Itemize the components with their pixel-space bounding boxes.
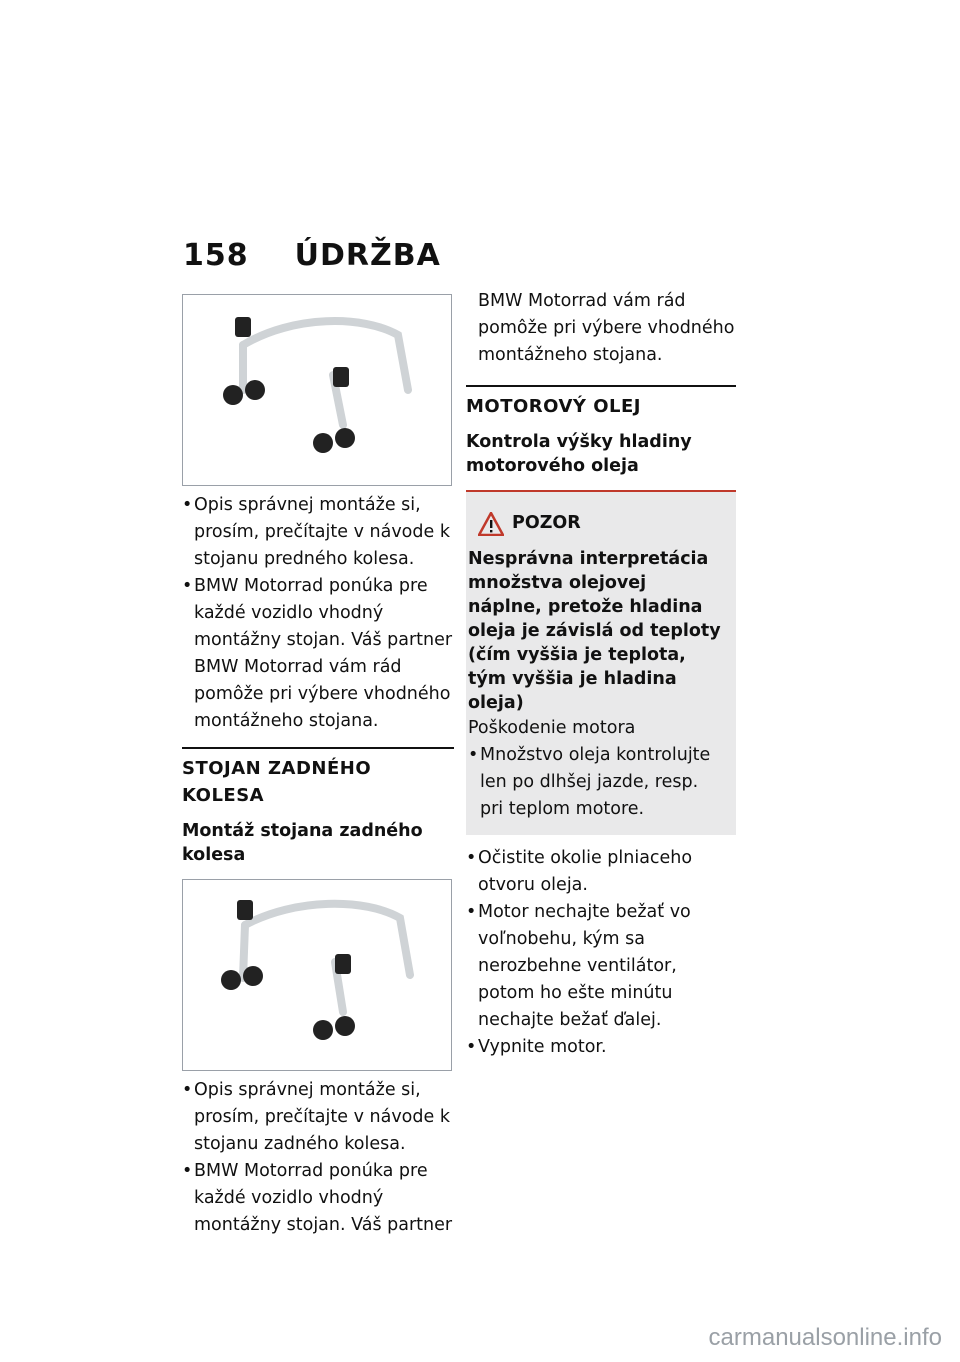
warning-title: Nesprávna interpretácia množstva olejovej náplne, pretože hladina oleja je závislá od teploty (čím vyššia je teplota, tým vyššia je hladina oleja) <box>468 549 721 713</box>
section-title: MOTOROVÝ OLEJ <box>466 396 641 417</box>
list-item: • Vypnite motor. <box>466 1034 736 1061</box>
stand-illustration <box>183 295 451 485</box>
front-stand-bullets <box>182 492 454 735</box>
subsection-title: Kontrola výšky hladiny motorového oleja <box>466 432 692 476</box>
warning-label: POZOR <box>512 513 581 533</box>
section-rear-stand <box>182 747 454 867</box>
rear-stand-bullets <box>182 1077 454 1239</box>
section-title: STOJAN ZADNÉHO KOLESA <box>182 758 372 806</box>
list-item: • Opis správnej montáže si, prosím, prečítajte v návode k stojanu predného kolesa. <box>182 492 454 573</box>
right-column <box>466 288 736 1061</box>
warning-consequence: Poškodenie motora <box>468 718 636 738</box>
list-item: • BMW Motorrad ponúka pre každé vozidlo vhodný montážny stojan. Váš partner <box>182 1158 454 1239</box>
subsection-title: Montáž stojana zadného kolesa <box>182 821 423 865</box>
chapter-title: ÚDRŽBA <box>294 238 441 273</box>
left-column <box>182 294 454 1239</box>
list-item: • Očistite okolie plniaceho otvoru oleja. <box>466 845 736 899</box>
rear-stand-figure <box>182 879 452 1071</box>
oil-check-bullets <box>466 845 736 1061</box>
list-item: • Motor nechajte bežať vo voľnobehu, kým sa nerozbehne ventilátor, potom ho ešte minútu nechajte bežať ďalej. <box>466 899 736 1034</box>
continued-text: BMW Motorrad vám rád pomôže pri výbere vhodného montážneho stojana. <box>478 291 735 365</box>
page-number: 158 <box>183 238 249 273</box>
list-item: • BMW Motorrad ponúka pre každé vozidlo vhodný montážny stojan. Váš partner BMW Motorrad vám rád pomôže pri výbere vhodného montážneho stojana. <box>182 573 454 735</box>
stand-illustration <box>183 880 451 1070</box>
front-stand-figure <box>182 294 452 486</box>
warning-box <box>466 490 736 835</box>
page-header <box>183 238 441 273</box>
warning-triangle-icon <box>478 512 504 536</box>
list-item: • Opis správnej montáže si, prosím, prečítajte v návode k stojanu zadného kolesa. <box>182 1077 454 1158</box>
warning-bullets <box>468 742 726 823</box>
warning-header <box>478 510 726 537</box>
section-engine-oil <box>466 385 736 478</box>
watermark: carmanualsonline.info <box>708 1324 942 1351</box>
list-item: • Množstvo oleja kontrolujte len po dlhšej jazde, resp. pri teplom motore. <box>468 742 726 823</box>
